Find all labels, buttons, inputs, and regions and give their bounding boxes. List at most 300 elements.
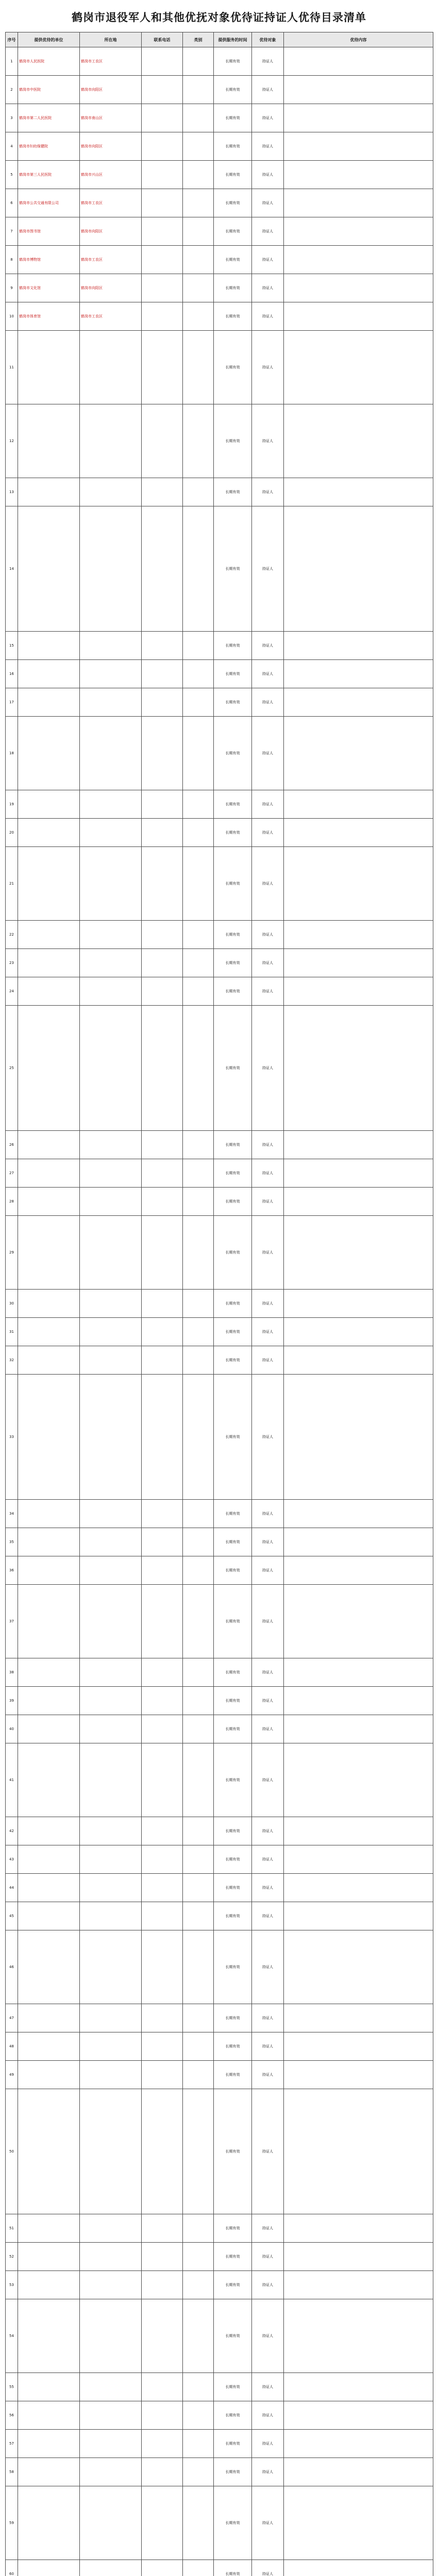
- service-time: 长期有效: [214, 1500, 252, 1528]
- beneficiary: 持证人: [252, 132, 284, 161]
- phone-number: [142, 790, 183, 819]
- table-row: [6, 302, 433, 331]
- phone-number: [142, 2089, 183, 2214]
- address: [80, 331, 142, 404]
- phone-number: [142, 1715, 183, 1743]
- benefit-content: [284, 2004, 433, 2032]
- address: [80, 2032, 142, 2061]
- phone-number: [142, 2061, 183, 2089]
- phone-number: [142, 1930, 183, 2004]
- address: [80, 2089, 142, 2214]
- row-number: 17: [6, 688, 18, 717]
- service-time: 长期有效: [214, 1159, 252, 1188]
- benefit-content: [284, 949, 433, 977]
- address: [80, 1346, 142, 1375]
- table-body: [6, 47, 433, 2576]
- beneficiary: 持证人: [252, 217, 284, 246]
- beneficiary: 持证人: [252, 1188, 284, 1216]
- service-time: 长期有效: [214, 1131, 252, 1159]
- table-row: [6, 949, 433, 977]
- category: [183, 2061, 214, 2089]
- category: [183, 2560, 214, 2576]
- row-number: 6: [6, 189, 18, 217]
- service-time: 长期有效: [214, 246, 252, 274]
- address: [80, 2004, 142, 2032]
- service-time: 长期有效: [214, 506, 252, 632]
- beneficiary: 持证人: [252, 2214, 284, 2243]
- provider-unit: [18, 2089, 80, 2214]
- row-number: 5: [6, 161, 18, 189]
- table-row: [6, 246, 433, 274]
- provider-unit: [18, 2214, 80, 2243]
- table-row: [6, 1159, 433, 1188]
- service-time: 长期有效: [214, 217, 252, 246]
- row-number: 19: [6, 790, 18, 819]
- provider-unit: [18, 1687, 80, 1715]
- phone-number: [142, 717, 183, 790]
- benefit-content: [284, 1318, 433, 1346]
- provider-unit: [18, 1528, 80, 1556]
- row-number: 25: [6, 1006, 18, 1131]
- category: [183, 2032, 214, 2061]
- beneficiary: 持证人: [252, 189, 284, 217]
- service-time: 长期有效: [214, 2243, 252, 2271]
- address: [80, 1188, 142, 1216]
- table-row: [6, 1658, 433, 1687]
- address: 鹤岗市向阳区: [80, 132, 142, 161]
- service-time: 长期有效: [214, 2004, 252, 2032]
- address: 鹤岗市向阳区: [80, 217, 142, 246]
- beneficiary: 持证人: [252, 2458, 284, 2486]
- phone-number: [142, 1845, 183, 1874]
- table-row: [6, 274, 433, 302]
- service-time: 长期有效: [214, 2214, 252, 2243]
- address: [80, 688, 142, 717]
- column-header: 优待内容: [284, 32, 433, 47]
- beneficiary: 持证人: [252, 76, 284, 104]
- table-row: [6, 2061, 433, 2089]
- service-time: 长期有效: [214, 47, 252, 76]
- service-time: 长期有效: [214, 688, 252, 717]
- phone-number: [142, 2430, 183, 2458]
- benefit-content: [284, 1006, 433, 1131]
- benefit-content: [284, 1528, 433, 1556]
- category: [183, 404, 214, 478]
- beneficiary: 持证人: [252, 1585, 284, 1658]
- benefit-content: [284, 2373, 433, 2401]
- category: [183, 2458, 214, 2486]
- beneficiary: 持证人: [252, 2032, 284, 2061]
- provider-unit: [18, 1216, 80, 1290]
- address: [80, 2299, 142, 2373]
- benefit-content: [284, 977, 433, 1006]
- benefit-content: [284, 217, 433, 246]
- address: [80, 1159, 142, 1188]
- phone-number: [142, 2214, 183, 2243]
- benefit-content: [284, 660, 433, 688]
- table-row: [6, 2373, 433, 2401]
- table-row: [6, 819, 433, 847]
- phone-number: [142, 632, 183, 660]
- service-time: 长期有效: [214, 1290, 252, 1318]
- provider-unit: [18, 2061, 80, 2089]
- benefit-content: [284, 1159, 433, 1188]
- provider-unit: 鹤岗市博物馆: [18, 246, 80, 274]
- table-row: [6, 1500, 433, 1528]
- category: [183, 717, 214, 790]
- service-time: 长期有效: [214, 331, 252, 404]
- row-number: 14: [6, 506, 18, 632]
- phone-number: [142, 1743, 183, 1817]
- category: [183, 1006, 214, 1131]
- category: [183, 132, 214, 161]
- phone-number: [142, 274, 183, 302]
- address: [80, 1290, 142, 1318]
- benefit-content: [284, 1743, 433, 1817]
- service-time: 长期有效: [214, 632, 252, 660]
- row-number: 34: [6, 1500, 18, 1528]
- beneficiary: 持证人: [252, 921, 284, 949]
- address: [80, 921, 142, 949]
- provider-unit: 鹤岗市中医院: [18, 76, 80, 104]
- row-number: 37: [6, 1585, 18, 1658]
- address: [80, 1556, 142, 1585]
- row-number: 60: [6, 2560, 18, 2576]
- service-time: 长期有效: [214, 161, 252, 189]
- address: [80, 1216, 142, 1290]
- provider-unit: 鹤岗市妇幼保健院: [18, 132, 80, 161]
- phone-number: [142, 949, 183, 977]
- provider-unit: [18, 1715, 80, 1743]
- beneficiary: 持证人: [252, 717, 284, 790]
- provider-unit: [18, 2560, 80, 2576]
- address: [80, 2458, 142, 2486]
- service-time: 长期有效: [214, 2032, 252, 2061]
- category: [183, 819, 214, 847]
- category: [183, 2486, 214, 2560]
- category: [183, 660, 214, 688]
- document-title: 鹤岗市退役军人和其他优抚对象优待证持证人优待目录清单: [72, 11, 366, 24]
- address: [80, 847, 142, 921]
- phone-number: [142, 1556, 183, 1585]
- service-time: 长期有效: [214, 790, 252, 819]
- row-number: 21: [6, 847, 18, 921]
- provider-unit: [18, 331, 80, 404]
- category: [183, 790, 214, 819]
- address: [80, 1131, 142, 1159]
- row-number: 54: [6, 2299, 18, 2373]
- table-row: [6, 977, 433, 1006]
- phone-number: [142, 1131, 183, 1159]
- provider-unit: [18, 1658, 80, 1687]
- table-row: [6, 1006, 433, 1131]
- service-time: 长期有效: [214, 1375, 252, 1500]
- row-number: 47: [6, 2004, 18, 2032]
- phone-number: [142, 1528, 183, 1556]
- benefit-content: [284, 2214, 433, 2243]
- beneficiary: 持证人: [252, 977, 284, 1006]
- beneficiary: 持证人: [252, 1687, 284, 1715]
- provider-unit: [18, 1500, 80, 1528]
- benefit-content: [284, 632, 433, 660]
- beneficiary: 持证人: [252, 1528, 284, 1556]
- phone-number: [142, 2032, 183, 2061]
- phone-number: [142, 404, 183, 478]
- address: [80, 2271, 142, 2299]
- beneficiary: 持证人: [252, 274, 284, 302]
- benefit-content: [284, 1874, 433, 1902]
- phone-number: [142, 660, 183, 688]
- benefit-content: [284, 921, 433, 949]
- row-number: 55: [6, 2373, 18, 2401]
- address: 鹤岗市工农区: [80, 246, 142, 274]
- phone-number: [142, 819, 183, 847]
- category: [183, 1188, 214, 1216]
- row-number: 52: [6, 2243, 18, 2271]
- beneficiary: 持证人: [252, 819, 284, 847]
- row-number: 28: [6, 1188, 18, 1216]
- category: [183, 688, 214, 717]
- phone-number: [142, 1902, 183, 1930]
- service-time: 长期有效: [214, 717, 252, 790]
- provider-unit: [18, 1290, 80, 1318]
- benefit-content: [284, 1290, 433, 1318]
- table-row: [6, 2089, 433, 2214]
- table-row: [6, 217, 433, 246]
- table-row: [6, 1845, 433, 1874]
- table-row: [6, 189, 433, 217]
- beneficiary: 持证人: [252, 2299, 284, 2373]
- service-time: 长期有效: [214, 1743, 252, 1817]
- category: [183, 1346, 214, 1375]
- phone-number: [142, 1159, 183, 1188]
- table-row: [6, 2243, 433, 2271]
- beneficiary: 持证人: [252, 302, 284, 331]
- table-row: [6, 2004, 433, 2032]
- service-time: 长期有效: [214, 1687, 252, 1715]
- benefit-content: [284, 2401, 433, 2430]
- address: [80, 1500, 142, 1528]
- service-time: 长期有效: [214, 76, 252, 104]
- table-row: [6, 47, 433, 76]
- benefit-content: [284, 1845, 433, 1874]
- service-time: 长期有效: [214, 2486, 252, 2560]
- table-row: [6, 1930, 433, 2004]
- category: [183, 76, 214, 104]
- phone-number: [142, 688, 183, 717]
- address: [80, 1687, 142, 1715]
- category: [183, 506, 214, 632]
- address: [80, 478, 142, 506]
- table-row: [6, 104, 433, 132]
- benefit-content: [284, 331, 433, 404]
- provider-unit: [18, 632, 80, 660]
- category: [183, 1687, 214, 1715]
- category: [183, 189, 214, 217]
- row-number: 18: [6, 717, 18, 790]
- address: [80, 1658, 142, 1687]
- address: [80, 1930, 142, 2004]
- service-time: 长期有效: [214, 1874, 252, 1902]
- row-number: 8: [6, 246, 18, 274]
- category: [183, 161, 214, 189]
- beneficiary: 持证人: [252, 688, 284, 717]
- beneficiary: 持证人: [252, 660, 284, 688]
- address: [80, 1902, 142, 1930]
- category: [183, 2004, 214, 2032]
- row-number: 1: [6, 47, 18, 76]
- beneficiary: 持证人: [252, 2004, 284, 2032]
- provider-unit: [18, 2486, 80, 2560]
- category: [183, 2299, 214, 2373]
- category: [183, 2214, 214, 2243]
- beneficiary: 持证人: [252, 1902, 284, 1930]
- category: [183, 302, 214, 331]
- category: [183, 1930, 214, 2004]
- table-row: [6, 2271, 433, 2299]
- benefit-content: [284, 2299, 433, 2373]
- address: [80, 1874, 142, 1902]
- service-time: 长期有效: [214, 1006, 252, 1131]
- benefit-content: [284, 1188, 433, 1216]
- benefit-content: [284, 2271, 433, 2299]
- category: [183, 47, 214, 76]
- phone-number: [142, 161, 183, 189]
- benefit-content: [284, 302, 433, 331]
- row-number: 13: [6, 478, 18, 506]
- address: [80, 2373, 142, 2401]
- benefit-content: [284, 274, 433, 302]
- category: [183, 1216, 214, 1290]
- beneficiary: 持证人: [252, 1556, 284, 1585]
- provider-unit: [18, 921, 80, 949]
- provider-unit: [18, 1930, 80, 2004]
- address: 鹤岗市工农区: [80, 47, 142, 76]
- phone-number: [142, 1500, 183, 1528]
- row-number: 7: [6, 217, 18, 246]
- provider-unit: [18, 1159, 80, 1188]
- benefit-content: [284, 2560, 433, 2576]
- address: 鹤岗市工农区: [80, 189, 142, 217]
- row-number: 41: [6, 1743, 18, 1817]
- phone-number: [142, 1006, 183, 1131]
- beneficiary: 持证人: [252, 478, 284, 506]
- table-row: [6, 132, 433, 161]
- benefit-content: [284, 1346, 433, 1375]
- row-number: 20: [6, 819, 18, 847]
- phone-number: [142, 1658, 183, 1687]
- row-number: 4: [6, 132, 18, 161]
- benefit-content: [284, 1585, 433, 1658]
- table-row: [6, 2458, 433, 2486]
- phone-number: [142, 246, 183, 274]
- beneficiary: 持证人: [252, 2243, 284, 2271]
- row-number: 11: [6, 331, 18, 404]
- row-number: 12: [6, 404, 18, 478]
- category: [183, 1902, 214, 1930]
- provider-unit: [18, 977, 80, 1006]
- phone-number: [142, 1346, 183, 1375]
- category: [183, 921, 214, 949]
- beneficiary: 持证人: [252, 2089, 284, 2214]
- service-time: 长期有效: [214, 1556, 252, 1585]
- service-time: 长期有效: [214, 2299, 252, 2373]
- phone-number: [142, 302, 183, 331]
- address: [80, 1845, 142, 1874]
- provider-unit: [18, 1845, 80, 1874]
- beneficiary: 持证人: [252, 47, 284, 76]
- phone-number: [142, 2004, 183, 2032]
- row-number: 57: [6, 2430, 18, 2458]
- row-number: 38: [6, 1658, 18, 1687]
- address: [80, 1375, 142, 1500]
- table-row: [6, 1131, 433, 1159]
- beneficiary: 持证人: [252, 790, 284, 819]
- row-number: 45: [6, 1902, 18, 1930]
- category: [183, 331, 214, 404]
- table-row: [6, 2430, 433, 2458]
- address: [80, 1715, 142, 1743]
- phone-number: [142, 1817, 183, 1845]
- provider-unit: [18, 1006, 80, 1131]
- phone-number: [142, 2458, 183, 2486]
- phone-number: [142, 1375, 183, 1500]
- service-time: 长期有效: [214, 2560, 252, 2576]
- phone-number: [142, 189, 183, 217]
- service-time: 长期有效: [214, 2458, 252, 2486]
- table-row: [6, 2032, 433, 2061]
- benefit-content: [284, 1715, 433, 1743]
- beneficiary: 持证人: [252, 1375, 284, 1500]
- provider-unit: [18, 847, 80, 921]
- service-time: 长期有效: [214, 977, 252, 1006]
- address: [80, 2560, 142, 2576]
- service-time: 长期有效: [214, 1658, 252, 1687]
- benefit-content: [284, 1131, 433, 1159]
- row-number: 53: [6, 2271, 18, 2299]
- table-row: [6, 1715, 433, 1743]
- phone-number: [142, 2401, 183, 2430]
- beneficiary: 持证人: [252, 1715, 284, 1743]
- beneficiary: 持证人: [252, 949, 284, 977]
- benefit-content: [284, 1687, 433, 1715]
- service-time: 长期有效: [214, 2061, 252, 2089]
- provider-unit: 鹤岗市文化馆: [18, 274, 80, 302]
- phone-number: [142, 47, 183, 76]
- row-number: 29: [6, 1216, 18, 1290]
- table-row: [6, 161, 433, 189]
- row-number: 32: [6, 1346, 18, 1375]
- provider-unit: [18, 819, 80, 847]
- phone-number: [142, 921, 183, 949]
- provider-unit: [18, 1874, 80, 1902]
- service-time: 长期有效: [214, 404, 252, 478]
- row-number: 48: [6, 2032, 18, 2061]
- beneficiary: 持证人: [252, 1346, 284, 1375]
- phone-number: [142, 2299, 183, 2373]
- address: [80, 1743, 142, 1817]
- beneficiary: 持证人: [252, 847, 284, 921]
- category: [183, 1817, 214, 1845]
- address: 鹤岗市南山区: [80, 104, 142, 132]
- provider-unit: [18, 1585, 80, 1658]
- benefit-content: [284, 2032, 433, 2061]
- category: [183, 478, 214, 506]
- category: [183, 217, 214, 246]
- table-row: [6, 1743, 433, 1817]
- category: [183, 1500, 214, 1528]
- address: [80, 632, 142, 660]
